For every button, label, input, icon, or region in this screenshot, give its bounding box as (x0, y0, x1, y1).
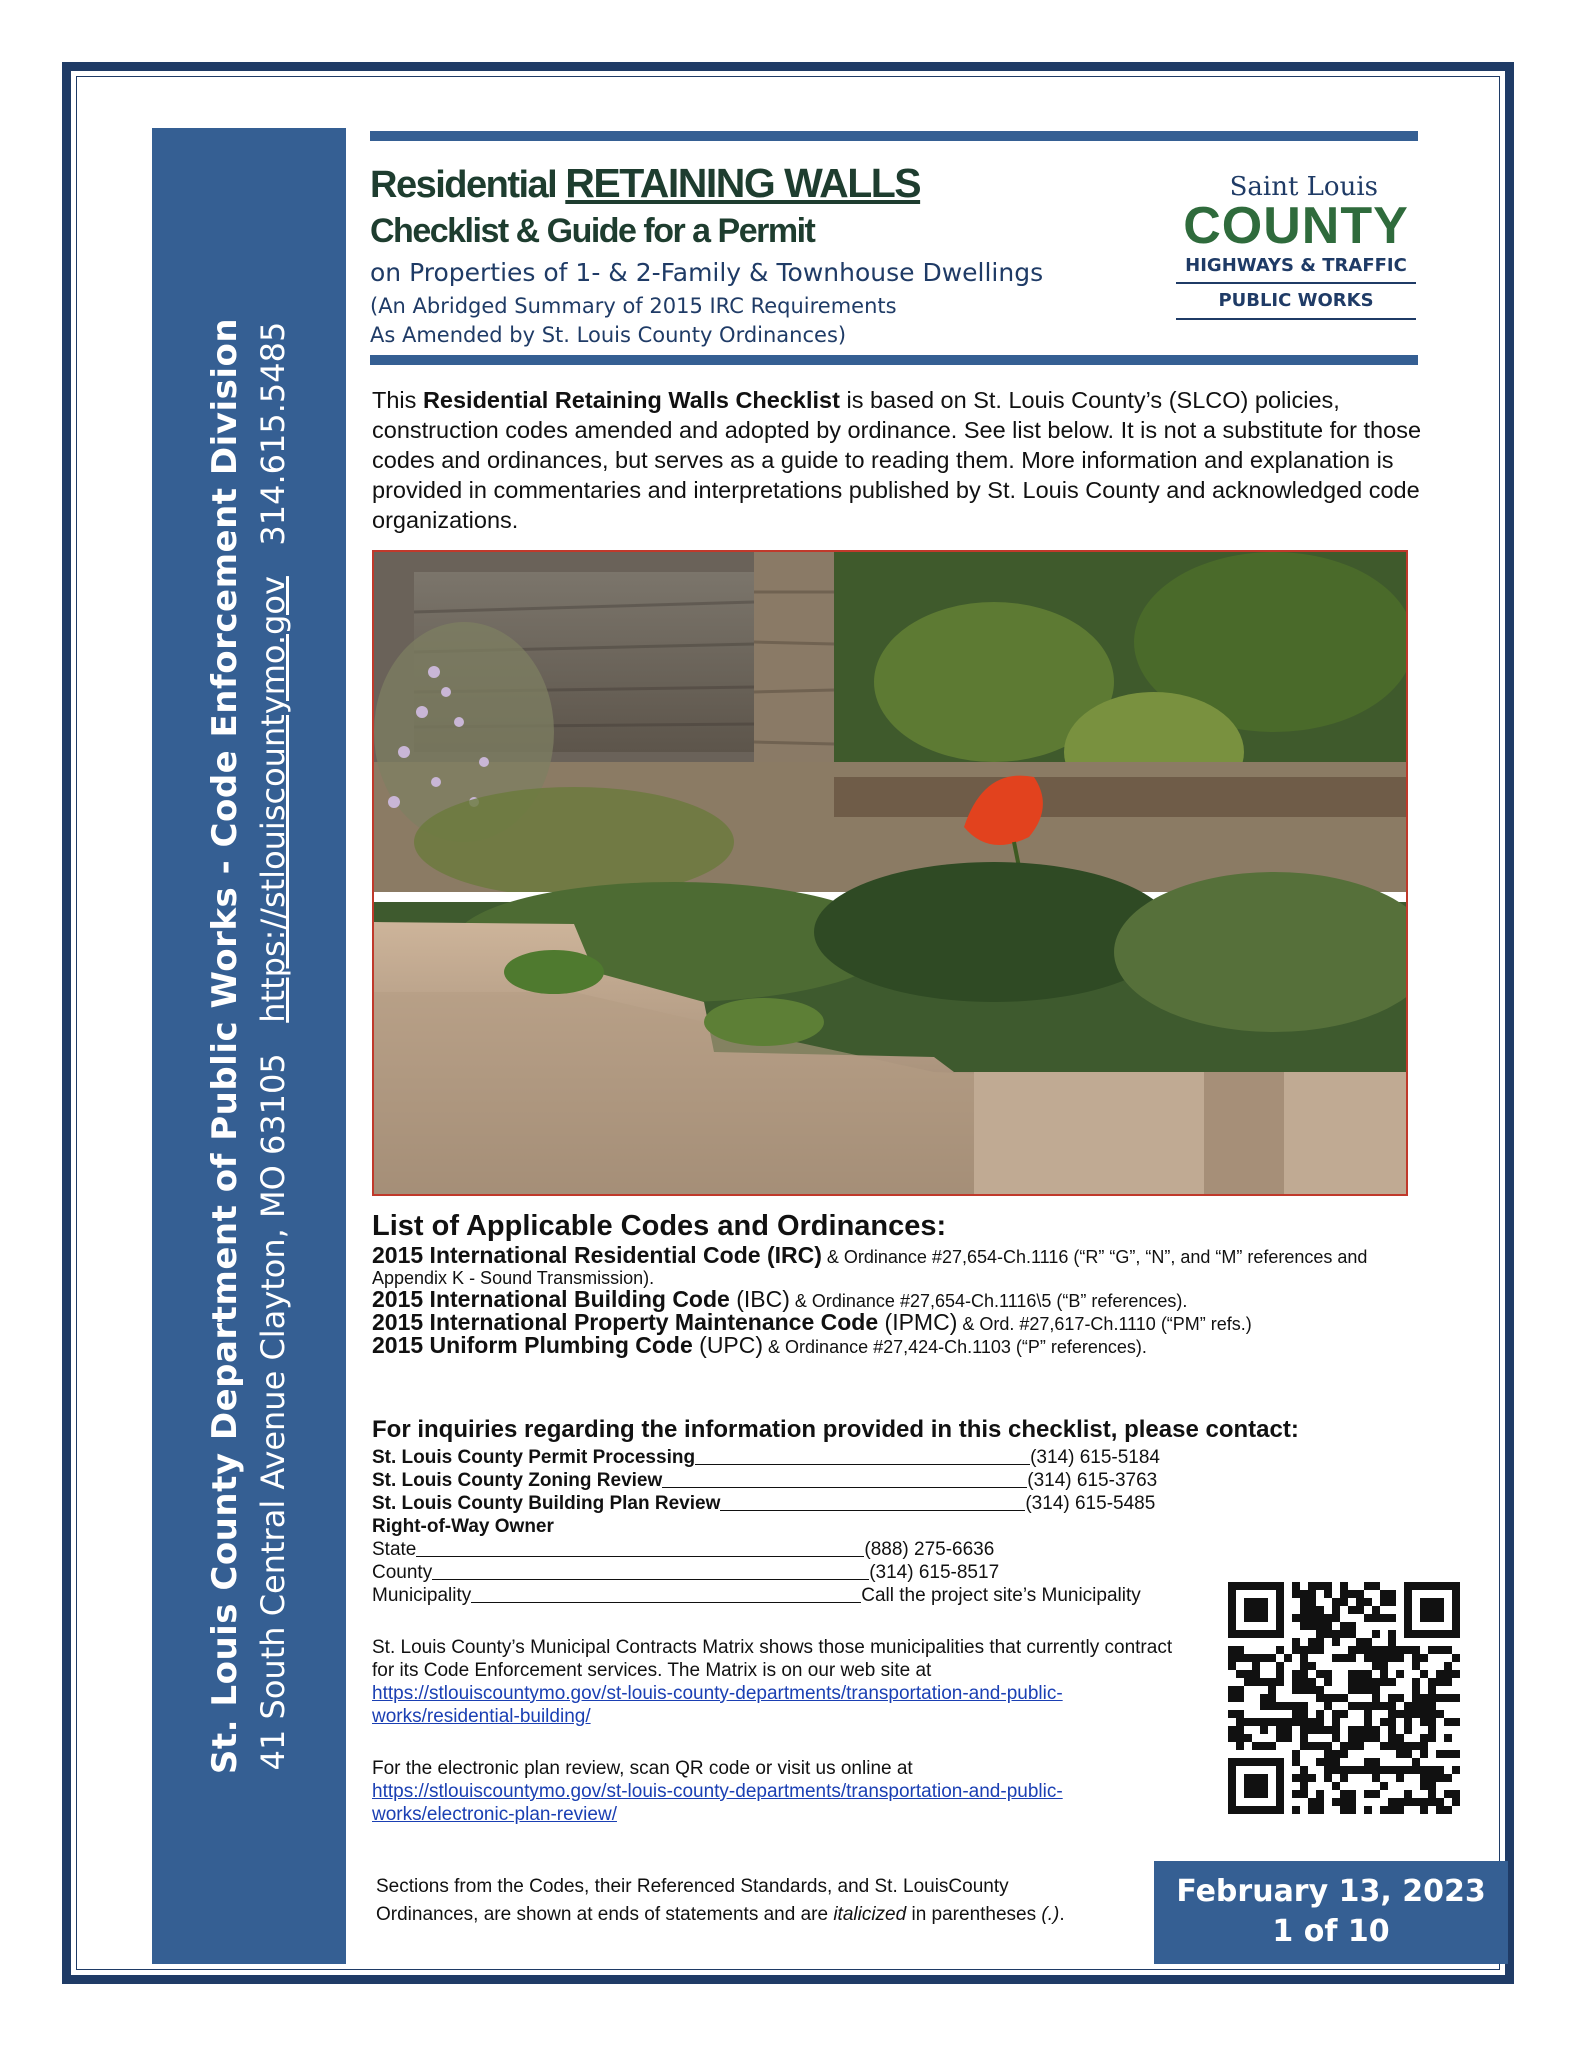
matrix-paragraph (372, 1636, 1192, 1728)
contact-label: County (372, 1562, 433, 1583)
title-prefix: Residential (370, 164, 557, 206)
page-subtitle: Checklist & Guide for a Permit (370, 212, 815, 250)
contact-label: Municipality (372, 1585, 472, 1606)
row-owner-heading: Right-of-Way Owner (372, 1516, 554, 1537)
header-bottom-rule (370, 355, 1418, 365)
contact-row (372, 1446, 1160, 1469)
title-main: RETAINING WALLS (565, 160, 921, 206)
abridged-note-line2: As Amended by St. Louis County Ordinances) (370, 323, 847, 347)
abridged-note (370, 292, 897, 350)
contact-row (372, 1561, 1160, 1584)
code-abbrev: (UPC) (692, 1332, 764, 1358)
plan-review-paragraph (372, 1757, 1192, 1826)
contact-heading: For inquiries regarding the information provided in this checklist, please contact: (372, 1416, 1299, 1443)
contact-list (372, 1446, 1160, 1607)
footnote-paren: (.) (1041, 1904, 1060, 1925)
intro-rest: is based on St. Louis County’s (SLCO) policies, construction codes amended and adopted by ordinance. See list below. It is not a substitute for those codes and ordinances, but serves as a guide to reading them. More information and explanation is provided in commentaries and interpretations published by St. Louis County and acknowledged code organizations. (372, 387, 1422, 533)
photo-collage (374, 552, 1406, 1194)
intro-bold: Residential Retaining Walls Checklist (422, 387, 840, 413)
scope-line: on Properties of 1- & 2-Family & Townhouse Dwellings (370, 258, 1044, 287)
department-contact (249, 322, 297, 1771)
contact-row (372, 1469, 1160, 1492)
matrix-text: St. Louis County’s Municipal Contracts Matrix shows those municipalities that currently contract for its Code Enforcement services. The Matrix is on our web site at (372, 1637, 1173, 1681)
leader-line (662, 1469, 1027, 1488)
footnote-text: Sections from the Codes, their Referenced Standards, and St. LouisCounty Ordinances, are shown at ends of statements and are (376, 1876, 1009, 1925)
contact-label: St. Louis County Permit Processing (372, 1447, 696, 1468)
code-name: 2015 International Property Maintenance Code (372, 1309, 879, 1335)
code-item (372, 1332, 1442, 1358)
contact-phone: (314) 615-5485 (1025, 1493, 1156, 1514)
footnote (376, 1873, 1096, 1929)
codes-list (372, 1242, 1442, 1358)
contact-phone: (314) 615-5184 (1030, 1447, 1160, 1468)
sidebar-banner (152, 128, 346, 1964)
footnote-end: . (1059, 1904, 1065, 1925)
code-ordinance: & Ordinance #27,654-Ch.1116\5 (“B” references). (789, 1291, 1188, 1311)
contact-row (372, 1492, 1160, 1515)
department-name: St. Louis County Department of Public Works - Code Enforcement Division (205, 317, 245, 1775)
logo-saint-louis: Saint Louis (1229, 172, 1378, 202)
page-number: 1 of 10 (1272, 1914, 1390, 1949)
contact-row (372, 1584, 1160, 1607)
leader-line (432, 1561, 869, 1580)
leader-line (416, 1538, 864, 1557)
footnote-italic: italicized (833, 1904, 907, 1925)
contact-label: St. Louis County Zoning Review (372, 1470, 663, 1491)
contact-phone: (314) 615-8517 (869, 1562, 1000, 1583)
code-ordinance: & Ordinance #27,424-Ch.1103 (“P” references). (763, 1337, 1147, 1357)
intro-lead: This (372, 387, 423, 413)
matrix-link[interactable]: https://stlouiscountymo.gov/st-louis-county-departments/transportation-and-public-works/residential-building/ (372, 1683, 1063, 1727)
qr-code[interactable] (1228, 1582, 1460, 1814)
logo-divider-bottom (1176, 318, 1416, 320)
code-ordinance: & Ordinance #27,654-Ch.1116 (“R” “G”, “N”, and “M” references and Appendix K - Sound Transmission). (372, 1247, 1368, 1288)
plan-review-link[interactable]: https://stlouiscountymo.gov/st-louis-county-departments/transportation-and-public-works/electronic-plan-review/ (372, 1781, 1063, 1825)
department-phone: 314.615.5485 (254, 321, 292, 546)
code-item (372, 1242, 1442, 1289)
contact-phone: Call the project site’s Municipality (861, 1585, 1141, 1606)
logo-highways: HIGHWAYS & TRAFFIC (1185, 255, 1407, 276)
logo-county: COUNTY (1183, 197, 1409, 255)
county-logo (1176, 174, 1416, 322)
leader-line (720, 1492, 1025, 1511)
codes-heading: List of Applicable Codes and Ordinances: (372, 1210, 947, 1242)
code-abbrev: (IPMC) (878, 1309, 958, 1335)
code-ordinance: & Ord. #27,617-Ch.1110 (“PM” refs.) (957, 1314, 1252, 1334)
footnote-text-2: in parentheses (906, 1904, 1042, 1925)
date-box (1154, 1861, 1508, 1964)
code-name: 2015 International Building Code (372, 1286, 730, 1312)
contact-label: St. Louis County Building Plan Review (372, 1493, 721, 1514)
retaining-wall-photo (372, 550, 1408, 1196)
code-name: 2015 International Residential Code (IRC) (372, 1242, 822, 1268)
code-name: 2015 Uniform Plumbing Code (372, 1332, 693, 1358)
department-address: 41 South Central Avenue Clayton, MO 63105 (254, 1053, 292, 1771)
contact-label: State (372, 1539, 417, 1560)
header-top-rule (370, 131, 1418, 141)
logo-public-works: PUBLIC WORKS (1218, 290, 1374, 311)
page-title (370, 160, 920, 207)
code-abbrev: (IBC) (729, 1286, 790, 1312)
department-url[interactable]: https://stlouiscountymo.gov (254, 576, 292, 1023)
leader-line (471, 1584, 861, 1603)
sidebar-text (152, 276, 346, 1816)
leader-line (695, 1446, 1030, 1465)
contact-phone: (888) 275-6636 (864, 1539, 995, 1560)
qr-code-image (1228, 1582, 1460, 1814)
intro-paragraph (372, 385, 1432, 535)
contact-row (372, 1538, 1160, 1561)
contact-phone: (314) 615-3763 (1027, 1470, 1158, 1491)
plan-review-text: For the electronic plan review, scan QR code or visit us online at (372, 1758, 913, 1779)
revision-date: February 13, 2023 (1176, 1874, 1486, 1909)
logo-divider (1176, 282, 1416, 284)
abridged-note-line1: (An Abridged Summary of 2015 IRC Requirements (370, 294, 897, 318)
